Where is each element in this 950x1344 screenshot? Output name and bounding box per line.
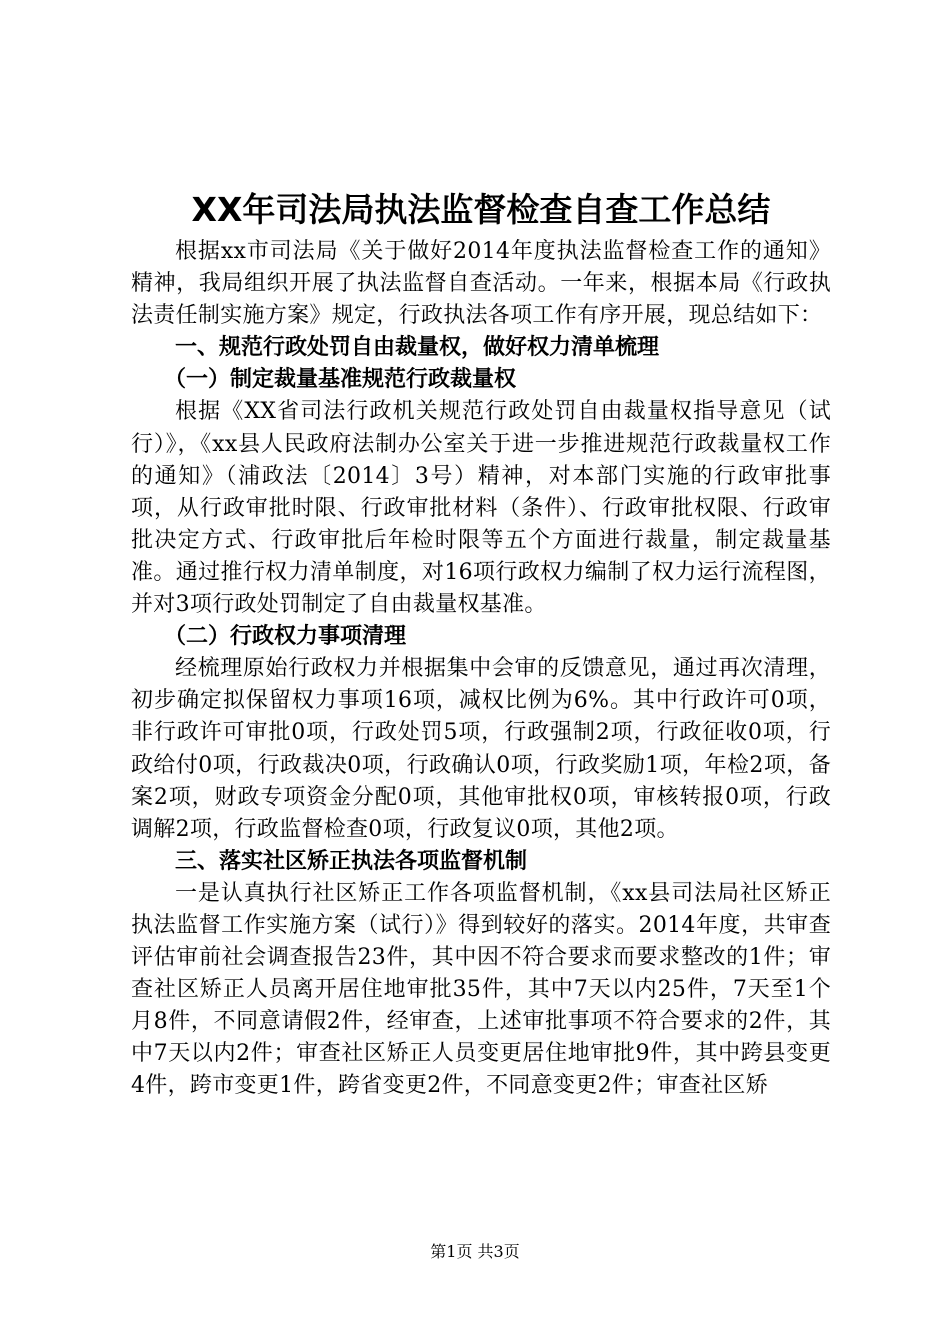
subsection-2-heading: （二）行政权力事项清理 [164, 624, 407, 650]
subsection-2-paragraph: 经梳理原始行政权力并根据集中会审的反馈意见，通过再次清理，初步确定拟保留权力事项16项，减权比例为6%。其中行政许可0项，非行政许可审批0项，行政处罚5项，行政强制2项，行政征收0项，行政给付0项，行政裁决0项，行政确认0项，行政奖励1项，年检2项，备案2项，财政专项资金分配0项，其他审批权0项，审核转报0项，行政调解2项，行政监督检查0项，行政复议0项，其他2项。 [131, 656, 831, 842]
intro-paragraph: 根据xx市司法局《关于做好2014年度执法监督检查工作的通知》精神，我局组织开展了执法监督自查活动。一年来，根据本局《行政执法责任制实施方案》规定，行政执法各项工作有序开展，现总结如下： [131, 239, 831, 329]
subsection-1-heading: （一）制定裁量基准规范行政裁量权 [164, 367, 517, 393]
document-title: XX年司法局执法监督检查自查工作总结 [191, 190, 771, 229]
section-1-heading: 一、规范行政处罚自由裁量权，做好权力清单梳理 [175, 335, 660, 361]
subsection-1-paragraph: 根据《XX省司法行政机关规范行政处罚自由裁量权指导意见（试行）》，《xx县人民政府法制办公室关于进一步推进规范行政裁量权工作的通知》（浦政法〔2014〕3号）精神，对本部门实施的行政审批事项，从行政审批时限、行政审批材料（条件）、行政审批权限、行政审批决定方式、行政审批后年检时限等五个方面进行裁量，制定裁量基准。通过推行权力清单制度，对16项行政权力编制了权力运行流程图，并对3项行政处罚制定了自由裁量权基准。 [131, 399, 831, 618]
document-page [131, 184, 831, 1103]
section-3-paragraph: 一是认真执行社区矫正工作各项监督机制，《xx县司法局社区矫正执法监督工作实施方案（试行）》得到较好的落实。2014年度，共审查评估审前社会调查报告23件，其中因不符合要求而要求整改的1件；审查社区矫正人员离开居住地审批35件，其中7天以内25件，7天至1个月8件，不同意请假2件，经审查，上述审批事项不符合要求的2件，其中7天以内2件；审查社区矫正人员变更居住地审批9件，其中跨县变更4件，跨市变更1件，跨省变更2件，不同意变更2件；审查社区矫 [131, 880, 831, 1099]
section-3-heading: 三、落实社区矫正执法各项监督机制 [175, 848, 528, 874]
page-number-footer: 第1页 共3页 [430, 1242, 520, 1261]
